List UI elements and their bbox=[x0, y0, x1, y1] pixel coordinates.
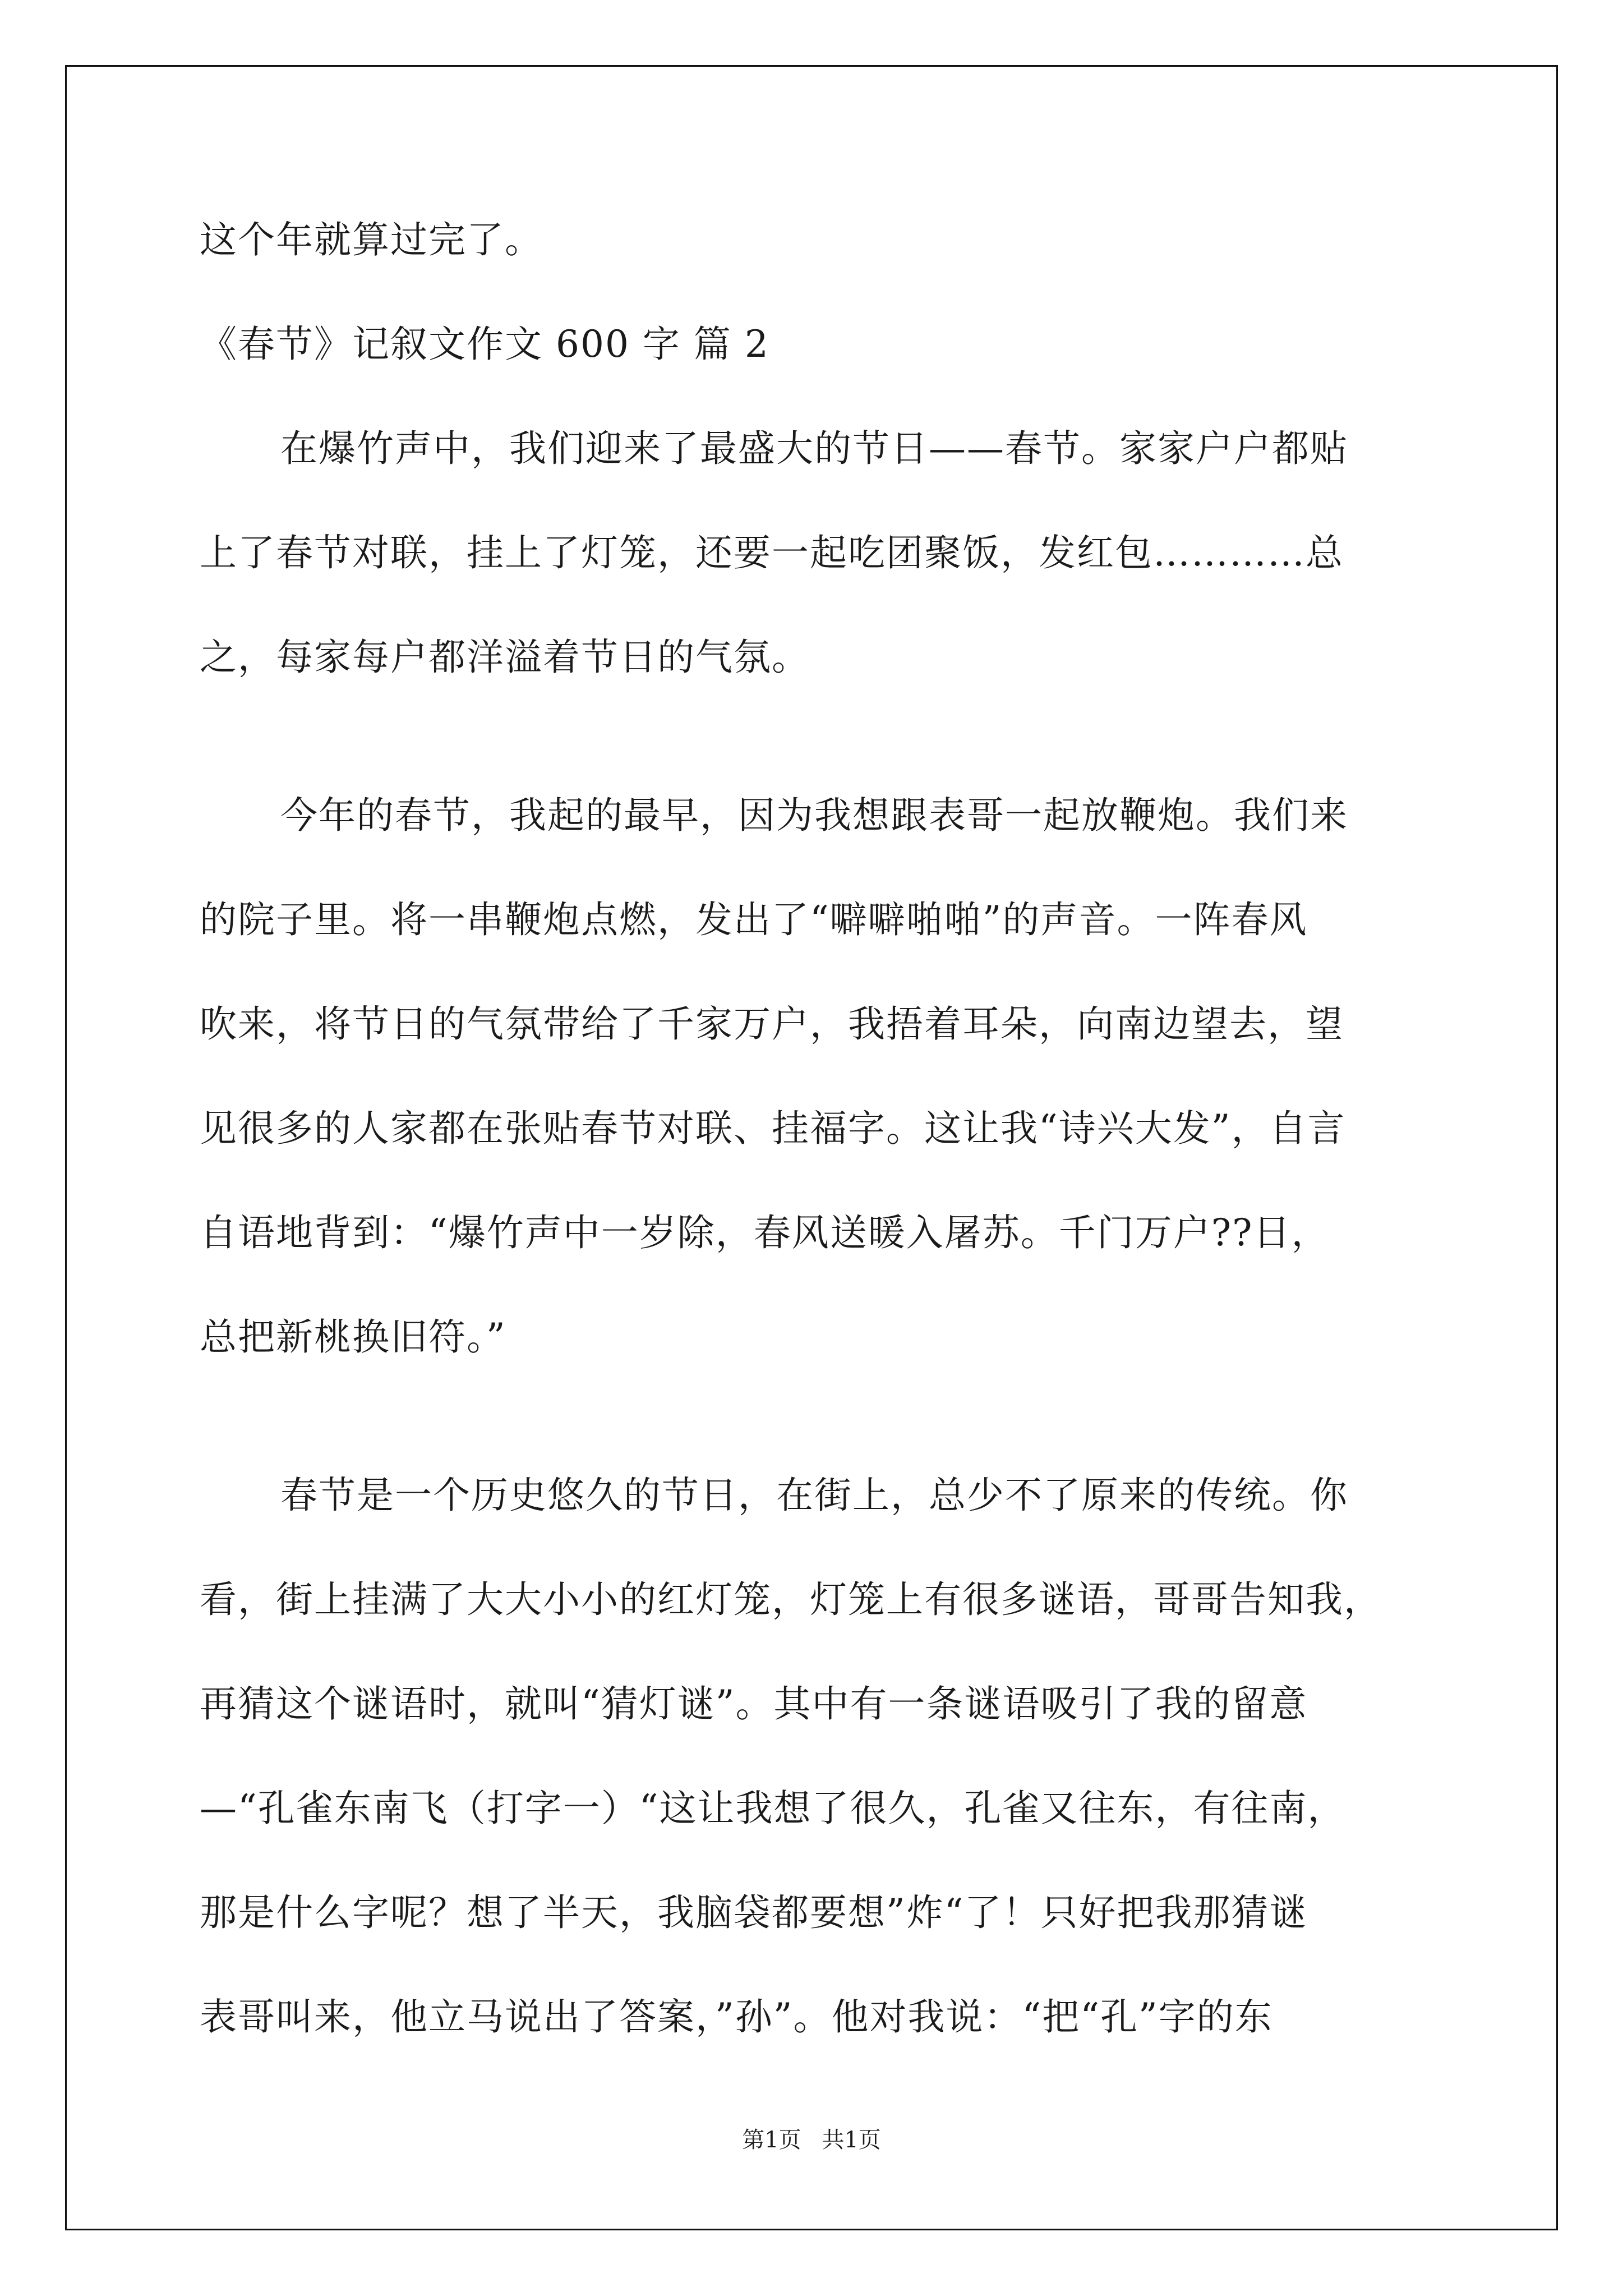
paragraph-3-line: 春节是一个历史悠久的节日，在街上，总少不了原来的传统。你 bbox=[280, 1474, 1348, 1517]
page-footer bbox=[0, 2126, 1623, 2154]
paragraph-3-line: 表哥叫来，他立马说出了答案，”孙”。他对我说：“把“孔”字的东 bbox=[200, 1995, 1273, 2039]
paragraph-1-line: 上了春节对联，挂上了灯笼，还要一起吃团聚饭，发红包…………总 bbox=[200, 531, 1344, 574]
page-number: 第1页 bbox=[742, 2127, 801, 2153]
paragraph-2-line: 自语地背到：“爆竹声中一岁除，春风送暖入屠苏。千门万户??日， bbox=[200, 1211, 1330, 1254]
document-body bbox=[200, 213, 1433, 2044]
page-total: 共1页 bbox=[822, 2127, 881, 2153]
paragraph-2-line: 今年的春节，我起的最早，因为我想跟表哥一起放鞭炮。我们来 bbox=[280, 794, 1348, 837]
paragraph-1-line: 之，每家每户都洋溢着节日的气氛。 bbox=[200, 636, 810, 679]
paragraph-3-line: 那是什么字呢？想了半天，我脑袋都要想”炸“了！只好把我那猜谜 bbox=[200, 1891, 1308, 1934]
paragraph-3-line: —“孔雀东南飞（打字一）“这让我想了很久，孔雀又往东，有往南， bbox=[200, 1787, 1346, 1830]
section-heading: 《春节》记叙文作文 600 字 篇 2 bbox=[200, 323, 769, 366]
paragraph-3-line: 再猜这个谜语时，就叫“猜灯谜”。其中有一条谜语吸引了我的留意 bbox=[200, 1682, 1308, 1726]
paragraph-2-line: 见很多的人家都在张贴春节对联、挂福字。这让我“诗兴大发”，自言 bbox=[200, 1107, 1346, 1150]
paragraph-1-line: 在爆竹声中，我们迎来了最盛大的节日——春节。家家户户都贴 bbox=[280, 427, 1348, 470]
paragraph-2-line: 吹来，将节日的气氛带给了千家万户，我捂着耳朵，向南边望去，望 bbox=[200, 1002, 1344, 1046]
paragraph-3-line: 看，街上挂满了大大小小的红灯笼，灯笼上有很多谜语，哥哥告知我， bbox=[200, 1578, 1382, 1621]
paragraph-2-line: 总把新桃换旧符。” bbox=[200, 1315, 506, 1359]
paragraph-2-line: 的院子里。将一串鞭炮点燃，发出了“噼噼啪啪”的声音。一阵春风 bbox=[200, 898, 1308, 941]
text-line: 这个年就算过完了。 bbox=[200, 218, 543, 261]
